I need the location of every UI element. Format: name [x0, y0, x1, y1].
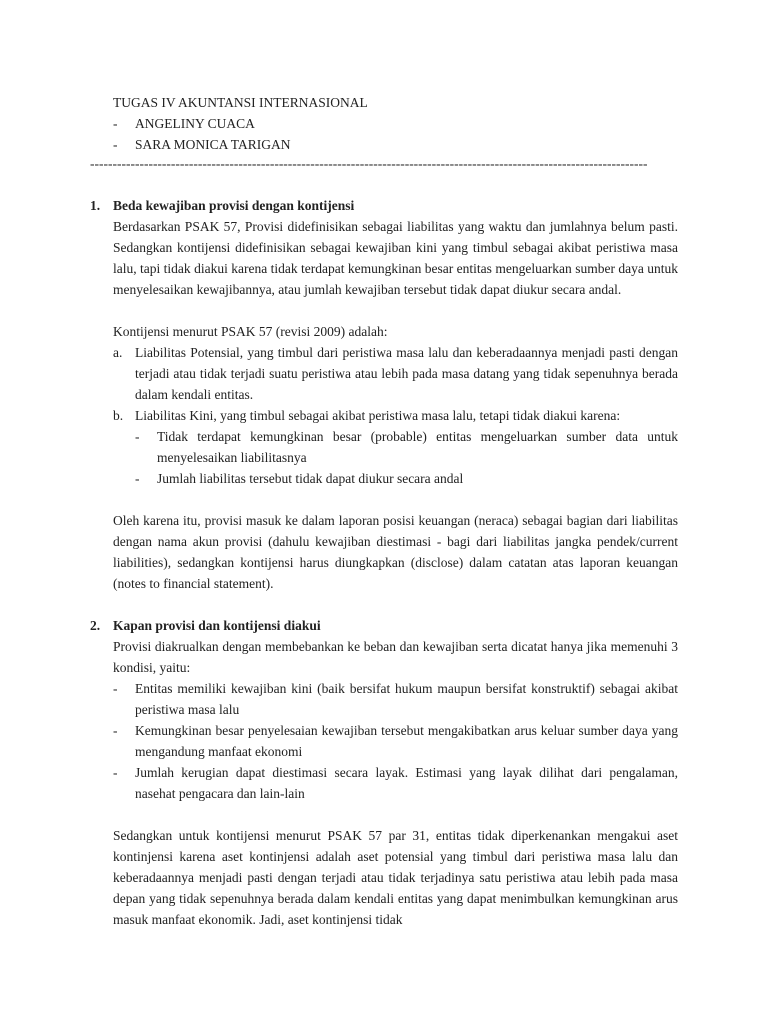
section-title: Kapan provisi dan kontijensi diakui: [113, 618, 321, 633]
list-item: [113, 678, 678, 720]
list-item: [113, 762, 678, 804]
section-number: 1.: [90, 198, 101, 213]
paragraph: Berdasarkan PSAK 57, Provisi didefinisikan sebagai liabilitas yang waktu dan jumlahnya belum pasti. Sedangkan kontijensi didefinisikan sebagai kewajiban kini yang timbul sebagai akibat peristiwa masa lalu, tapi tidak diakui karena tidak terdapat kemungkinan besar entitas mengeluarkan sumber daya untuk menyelesaikan kewajibannya, atau jumlah kewajiban tersebut tidak dapat diukur secara andal.: [113, 219, 678, 297]
section-heading: [90, 195, 678, 216]
dashed-divider: ----------------------------------------------------------------------------------------------------------------------------: [90, 156, 648, 171]
list-item: [135, 426, 678, 468]
list-item: [113, 720, 678, 762]
member-name: ANGELINY CUACA: [135, 116, 255, 131]
paragraph: Kontijensi menurut PSAK 57 (revisi 2009) adalah:: [113, 324, 388, 339]
list-item: [135, 468, 678, 489]
bullet-dash: -: [113, 765, 118, 780]
bullet-dash: -: [135, 471, 140, 486]
document-body: [90, 195, 678, 951]
bullet-dash: -: [113, 137, 118, 152]
section-2: [90, 615, 678, 930]
section-body: [113, 636, 678, 930]
section-body: [113, 216, 678, 594]
list-marker: b.: [113, 408, 124, 423]
paragraph: Oleh karena itu, provisi masuk ke dalam laporan posisi keuangan (neraca) sebagai bagian dari liabilitas dengan nama akun provisi (dahulu kewajiban diestimasi - bagi dari liabilitas jangka pendek/current liabilities), sedangkan kontijensi harus diungkapkan (disclose) dalam catatan atas laporan keuangan (notes to financial statement).: [113, 513, 678, 591]
member-name: SARA MONICA TARIGAN: [135, 137, 291, 152]
list-text: Kemungkinan besar penyelesaian kewajiban tersebut mengakibatkan arus keluar sumber daya yang mengandung manfaat ekonomi: [135, 723, 678, 759]
list-text: Jumlah kerugian dapat diestimasi secara layak. Estimasi yang layak dilihat dari pengalaman, nasehat pengacara dan lain-lain: [135, 765, 678, 801]
paragraph: Provisi diakrualkan dengan membebankan ke beban dan kewajiban serta dicatat hanya jika memenuhi 3 kondisi, yaitu:: [113, 639, 678, 675]
section-number: 2.: [90, 618, 101, 633]
assignment-title: TUGAS IV AKUNTANSI INTERNASIONAL: [113, 95, 368, 110]
section-1: [90, 195, 678, 594]
list-text: Jumlah liabilitas tersebut tidak dapat diukur secara andal: [157, 471, 464, 486]
sub-list: [135, 426, 678, 489]
list-text: Liabilitas Kini, yang timbul sebagai akibat peristiwa masa lalu, tetapi tidak diakui karena:: [135, 408, 621, 423]
list-item: [113, 405, 678, 426]
section-title: Beda kewajiban provisi dengan kontijensi: [113, 198, 355, 213]
list-marker: a.: [113, 345, 123, 360]
document-header: [113, 92, 713, 155]
list-text: Entitas memiliki kewajiban kini (baik bersifat hukum maupun bersifat konstruktif) sebagai akibat peristiwa masa lalu: [135, 681, 678, 717]
bullet-dash: -: [135, 429, 140, 444]
bullet-dash: -: [113, 723, 118, 738]
paragraph: Sedangkan untuk kontijensi menurut PSAK 57 par 31, entitas tidak diperkenankan mengakui aset kontinjensi karena aset kontinjensi adalah aset potensial yang timbul dari peristiwa masa lalu dan keberadaannya menjadi pasti dengan terjadi atau tidak terjadinya satu peristiwa atau lebih pada masa depan yang tidak sepenuhnya berada dalam kendali entitas yang dapat menimbulkan kemungkinan arus masuk manfaat ekonomik. Jadi, aset kontinjensi tidak: [113, 828, 678, 927]
list-text: Liabilitas Potensial, yang timbul dari peristiwa masa lalu dan keberadaannya menjadi pasti dengan terjadi atau tidak terjadi suatu peristiwa atau lebih pada masa datang yang tidak sepenuhnya berada dalam kendali entitas.: [135, 345, 678, 402]
section-heading: [90, 615, 678, 636]
member-item: [113, 134, 713, 155]
list-item: [113, 342, 678, 405]
bullet-dash: -: [113, 116, 118, 131]
list-text: Tidak terdapat kemungkinan besar (probable) entitas mengeluarkan sumber data untuk menyelesaikan liabilitasnya: [157, 429, 678, 465]
bullet-dash: -: [113, 681, 118, 696]
member-item: [113, 113, 713, 134]
